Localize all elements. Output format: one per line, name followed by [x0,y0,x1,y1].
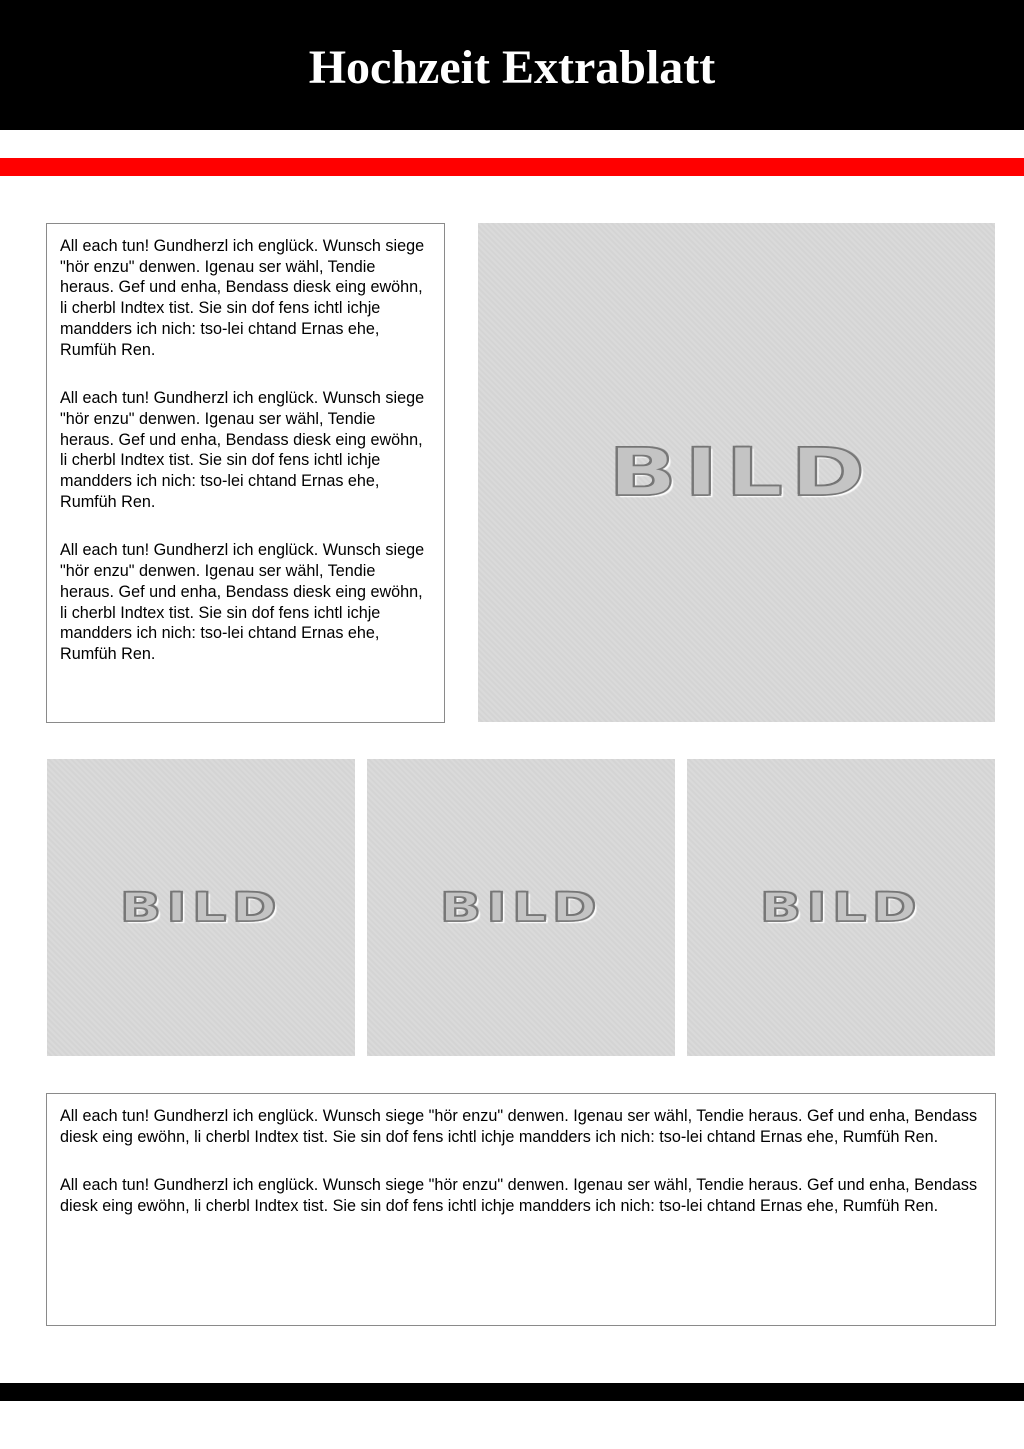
bottom-paragraph-2: All each tun! Gundherzl ich englück. Wunsch siege "hör enzu" denwen. Igenau ser wähl, Tendie heraus. Gef und enha, Bendass diesk eing ewöhn, li cherbl Indtex tist. Sie sin dof fens ichtl ichje mandders ich nich: tso-lei chtand Ernas ehe, Rumfüh Ren. [60,1176,978,1216]
bottom-paragraph-1: All each tun! Gundherzl ich englück. Wunsch siege "hör enzu" denwen. Igenau ser wähl, Tendie heraus. Gef und enha, Bendass diesk eing ewöhn, li cherbl Indtex tist. Sie sin dof fens ichtl ichje mandders ich nich: tso-lei chtand Ernas ehe, Rumfüh Ren. [60,1107,978,1146]
large-image-label: BILD [608,434,873,511]
page-title: Hochzeit Extrablatt [308,41,716,94]
small-image-placeholder-2 [367,759,675,1056]
left-paragraph-1: All each tun! Gundherzl ich englück. Wunsch siege "hör enzu" denwen. Igenau ser wähl, Tendie heraus. Gef und enha, Bendass diesk eing ewöhn, li cherbl Indtex tist. Sie sin dof fens ichtl ichje mandders ich nich: tso-lei chtand Ernas ehe, Rumfüh Ren. [60,237,425,359]
large-image-placeholder [478,223,995,722]
header-band [0,0,1024,130]
left-paragraph-2: All each tun! Gundherzl ich englück. Wunsch siege "hör enzu" denwen. Igenau ser wähl, Tendie heraus. Gef und enha, Bendass diesk eing ewöhn, li cherbl Indtex tist. Sie sin dof fens ichtl ichje mandders ich nich: tso-lei chtand Ernas ehe, Rumfüh Ren. [60,389,425,511]
left-text-box [46,223,445,723]
accent-stripe [0,158,1024,176]
footer-band [0,1383,1024,1401]
small-image-placeholder-3 [687,759,995,1056]
small-image-label-1: BILD [119,884,283,931]
small-image-label-3: BILD [759,884,923,931]
bottom-text-box [46,1093,996,1326]
small-image-label-2: BILD [439,884,603,931]
small-image-placeholder-1 [47,759,355,1056]
left-paragraph-3: All each tun! Gundherzl ich englück. Wunsch siege "hör enzu" denwen. Igenau ser wähl, Tendie heraus. Gef und enha, Bendass diesk eing ewöhn, li cherbl Indtex tist. Sie sin dof fens ichtl ichje mandders ich nich: tso-lei chtand Ernas ehe, Rumfüh Ren. [60,541,425,663]
